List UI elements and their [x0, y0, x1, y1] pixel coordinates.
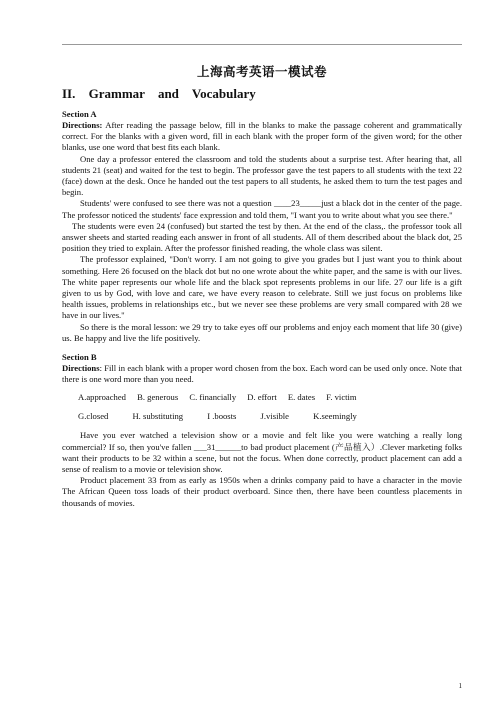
section-b-heading: Section B — [62, 352, 97, 363]
section-b-directions — [62, 363, 462, 385]
page-number: 1 — [458, 682, 462, 690]
word-option: E. dates — [287, 392, 316, 403]
part-heading: II. Grammar and Vocabulary — [62, 86, 256, 101]
word-options-row-2 — [78, 411, 462, 422]
directions-text: : Fill in each blank with a proper word chosen from the box. Each word can be used only once. Note that there is one word more than you need. — [62, 363, 462, 385]
header-rule — [62, 44, 462, 45]
word-option: F. victim — [326, 392, 357, 403]
section-a-paragraph-4: The professor explained, "Don't worry. I am not going to give you grades but I just want you to think about something. Here 26 focused on the black dot but no one wrote about the white paper, and the same is with our lives. The white paper represents our whole life and the black spot represents problems in our life. 27 our life is a gift given to us by God, with love and care, we have every reason to celebrate. Still we just focus on problems like health issues, problems in relationships etc., but we never see these problems are very small compared with 28 we have in our lives." — [62, 254, 462, 321]
word-option: A.approached — [78, 392, 126, 403]
section-a-paragraph-2: Students' were confused to see there was not a question ____23_____just a black dot in the center of the page. The professor noticed the students' face expression and told them, "I want you to write about what you see there." — [62, 198, 462, 220]
section-a-paragraph-1: One day a professor entered the classroom and told the students about a surprise test. After hearing that, all students 21 (seat) and waited for the test to begin. The professor gave the test papers to all students with the text 22 (face) down at the desk. Once he handed out the test papers to all students, he asked them to turn the test pages and begin. — [62, 153, 462, 198]
page-title: 上海高考英语一模试卷 — [196, 65, 327, 79]
word-option: C. financially — [189, 392, 237, 403]
word-option: G.closed — [78, 411, 109, 422]
section-a-heading: Section A — [62, 109, 97, 119]
directions-label: Directions: — [62, 120, 103, 130]
directions-label: Directions — [62, 363, 100, 374]
section-a-paragraph-3: The students were even 24 (confused) but started the test by then. At the end of the class,. the professor took all answer sheets and started reading each answer in front of all students. All of them described about the black dot, 25 position they tried to explain. After the professor finished reading, the whole class was silent. — [62, 220, 462, 254]
section-a-paragraph-5: So there is the moral lesson: we 29 try to take eyes off our problems and enjoy each moment that life 30 (give) us. Be happy and live the life positively. — [62, 321, 462, 343]
directions-text: After reading the passage below, fill in the blanks to make the passage coherent and grammatically correct. For the blanks with a given word, fill in each blank with the proper form of the given word; for the other blanks, use one word that best fits each blank. — [62, 120, 462, 153]
document-page — [62, 62, 462, 509]
word-option: K.seemingly — [313, 411, 357, 422]
word-option: I .boosts — [207, 411, 237, 422]
word-option: D. effort — [247, 392, 277, 403]
word-option: H. substituting — [132, 411, 184, 422]
section-b-paragraph-2: Product placement 33 from as early as 1950s when a drinks company paid to have a character in the movie The African Queen toss loads of their product overboard. Since then, there have been countless placements in thousands of movies. — [62, 475, 462, 508]
word-option: B. generous — [137, 392, 179, 403]
word-options-row-1 — [78, 392, 462, 403]
word-option: J.visible — [260, 411, 289, 422]
section-b-paragraph-1: Have you ever watched a television show or a movie and felt like you were watching a really long commercial? If so, then you've fallen ___31______to bad product placement (产品植入）.Clever marketing folks want their products to be 32 within a scene, but not the focus. When done correctly, product placement can add a sense of realism to a movie or television show. — [62, 430, 462, 475]
section-a-directions — [62, 120, 462, 154]
